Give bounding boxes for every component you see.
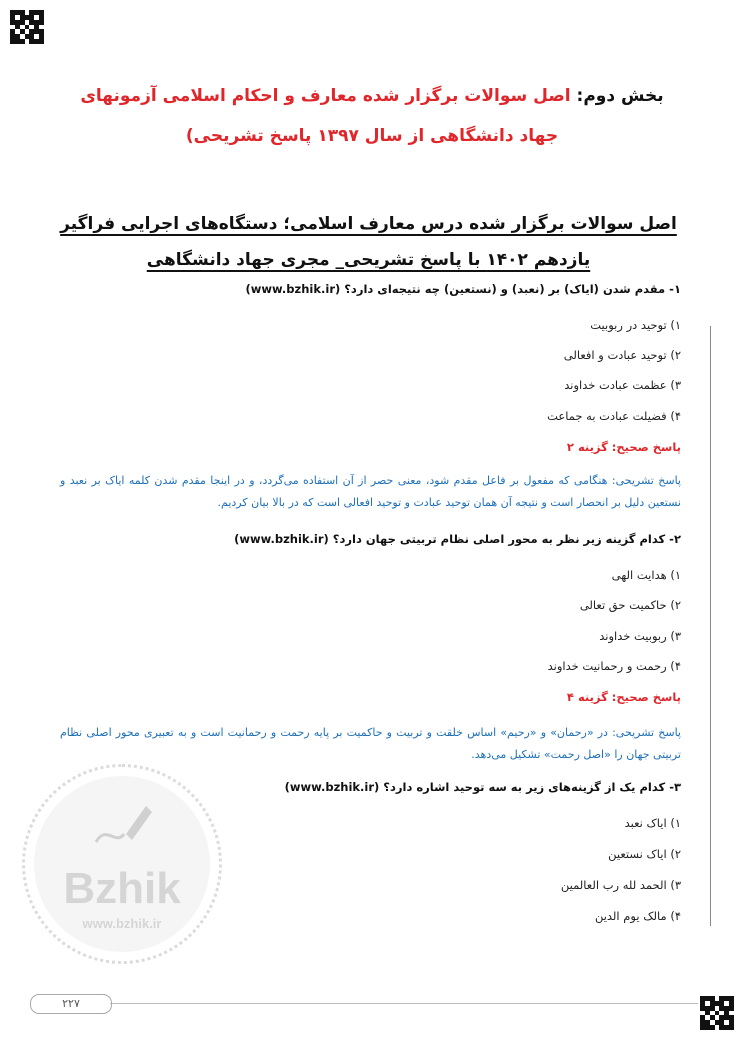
question-3-option-3: ۳) الحمد لله رب العالمین xyxy=(560,878,681,892)
question-3-option-4: ۴) مالک یوم الدین xyxy=(594,909,681,923)
margin-rule xyxy=(710,326,711,926)
question-3: ۳- کدام یک از گزینه‌های زیر به سه توحید اشاره دارد؟ (www.bzhik.ir) xyxy=(284,780,681,794)
watermark-brand: Bzhik xyxy=(63,864,181,913)
question-2-option-1: ۱) هدایت الهی xyxy=(611,568,681,582)
qr-code-top xyxy=(10,10,44,44)
question-2-answer: پاسخ صحیح: گزینه ۴ xyxy=(566,690,681,704)
question-1-explanation: پاسخ تشریحی: هنگامی که مفعول بر فاعل مقدم شود، معنی حصر از آن استفاده می‌گردد، و در اینجا مقدم شدن کلمه ایاک بر نعبد و نستعین دلیل بر انحصار است و نتیجه آن همان توحید عبادت و توحید افعالی است که در بالا بیان کردیم. xyxy=(60,474,681,509)
exam-title-text: اصل سوالات برگزار شده درس معارف اسلامی؛ دستگاه‌های اجرایی فراگیر یازدهم ۱۴۰۲ با پاسخ تشریحی_ مجری جهاد دانشگاهی xyxy=(60,214,677,270)
exam-title xyxy=(55,206,682,278)
section-heading xyxy=(70,76,674,156)
question-1-option-3: ۳) عظمت عبادت خداوند xyxy=(564,378,681,392)
question-2-option-3: ۳) ربوبیت خداوند xyxy=(599,629,681,643)
question-1-option-1: ۱) توحید در ربوبیت xyxy=(590,318,681,332)
page-number: ۲۲۷ xyxy=(30,994,112,1014)
pen-icon xyxy=(86,794,156,854)
section-title: اصل سوالات برگزار شده معارف و احکام اسلامی آزمونهای جهاد دانشگاهی از سال ۱۳۹۷ پاسخ تشریحی) xyxy=(80,86,571,146)
question-2: ۲- کدام گزینه زیر نظر به محور اصلی نظام تربیتی جهان دارد؟ (www.bzhik.ir) xyxy=(234,532,681,546)
question-3-option-1: ۱) ایاک نعبد xyxy=(624,816,681,830)
watermark-url: www.bzhik.ir xyxy=(82,916,162,931)
section-lead: بخش دوم: xyxy=(576,86,664,106)
question-1-answer: پاسخ صحیح: گزینه ۲ xyxy=(566,440,681,454)
question-1: ۱- مقدم شدن (ایاک) بر (نعبد) و (نستعین) چه نتیجه‌ای دارد؟ (www.bzhik.ir) xyxy=(245,282,681,296)
footer-rule xyxy=(110,1003,698,1004)
question-2-option-4: ۴) رحمت و رحمانیت خداوند xyxy=(547,659,681,673)
bzhik-watermark xyxy=(22,764,222,964)
question-1-option-2: ۲) توحید عبادت و افعالی xyxy=(563,348,681,362)
question-3-option-2: ۲) ایاک نستعین xyxy=(608,847,681,861)
question-2-explanation: پاسخ تشریحی: در «رحمان» و «رحیم» اساس خلقت و تربیت و حاکمیت بر پایه رحمت و رحمانیت است و به تعبیری محور اصلی نظام تربیتی جهان را «اصل رحمت» تشکیل می‌دهد. xyxy=(60,726,681,761)
question-2-option-2: ۲) حاکمیت حق تعالی xyxy=(579,598,681,612)
qr-code-bottom xyxy=(700,996,734,1030)
question-1-option-4: ۴) فضیلت عبادت به جماعت xyxy=(547,409,681,423)
